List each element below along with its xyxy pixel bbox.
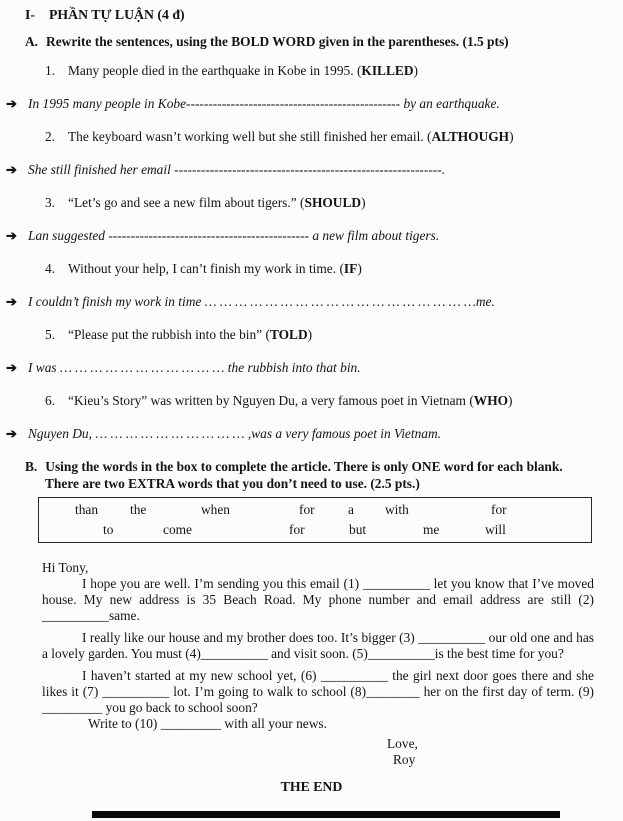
section-title	[25, 6, 623, 23]
question-5-text: “Please put the rubbish into the bin” (	[68, 327, 270, 342]
question-6-number: 6.	[45, 393, 56, 408]
question-6	[45, 392, 603, 409]
box-word: will	[485, 522, 506, 537]
question-3	[45, 194, 603, 211]
box-word: me	[423, 522, 440, 537]
section-number: I-	[25, 7, 35, 22]
letter-closing	[387, 736, 594, 768]
part-a-label: A.	[25, 34, 39, 49]
letter-paragraph-3: I haven’t started at my new school yet, (6) __________ the girl next door goes there and she likes it (7) __________ lot. I’m going to walk to school (8)________ her on the first day of term. (9) _________ you go back to school soon?	[42, 668, 594, 715]
question-2-number: 2.	[45, 129, 56, 144]
arrow-icon: ➔	[6, 96, 17, 111]
question-6-close: )	[508, 393, 513, 408]
box-word: for	[491, 502, 507, 517]
word-box	[38, 497, 592, 543]
question-4-text: Without your help, I can’t finish my work in time. (	[68, 261, 344, 276]
box-word: with	[385, 502, 409, 517]
question-2-text: The keyboard wasn’t working well but she still finished her email. (	[68, 129, 432, 144]
part-a-heading	[25, 33, 597, 50]
answer-5-text: I was … … … … … … … … … … … the rubbish into that bin.	[28, 360, 361, 375]
arrow-icon: ➔	[6, 162, 17, 177]
section-title-text: PHẦN TỰ LUẬN (4 đ)	[48, 7, 185, 22]
box-word: than	[75, 502, 99, 517]
arrow-icon: ➔	[6, 294, 17, 309]
letter-paragraph-2: I really like our house and my brother does too. It’s bigger (3) __________ our old one and has a lovely garden. You must (4)__________ and visit soon. (5)__________is the best time for you?	[42, 630, 594, 661]
box-word: for	[289, 522, 305, 537]
question-4-close: )	[357, 261, 362, 276]
box-word: to	[103, 522, 114, 537]
question-1-text: Many people died in the earthquake in Kobe in 1995. (	[68, 63, 362, 78]
question-3-keyword: SHOULD	[304, 195, 362, 210]
answer-4-text: I couldn’t finish my work in time … … … … … … … … … … … … … … … … … …me.	[28, 294, 495, 309]
box-word: the	[130, 502, 147, 517]
part-b-heading-text: Using the words in the box to complete the article. There is only ONE word for each blank. There are two EXTRA words that you don’t need to use. (2.5 pts.)	[45, 459, 563, 491]
question-4-keyword: IF	[343, 261, 358, 276]
letter-paragraph-1: I hope you are well. I’m sending you this email (1) __________ let you know that I’ve moved house. My new address is 35 Beach Road. My phone number and email address are still (2) __________same.	[42, 576, 594, 623]
answer-2-text: She still finished her email ------------------------------------------------------------.	[28, 162, 446, 177]
question-1	[45, 62, 603, 79]
question-5	[45, 326, 603, 343]
question-4	[45, 260, 603, 277]
answer-line-1	[6, 95, 613, 112]
arrow-icon: ➔	[6, 228, 17, 243]
closing-love: Love,	[387, 736, 418, 751]
the-end-label: THE END	[280, 779, 343, 794]
question-6-keyword: WHO	[473, 393, 509, 408]
question-3-text: “Let’s go and see a new film about tigers.” (	[68, 195, 305, 210]
question-2-close: )	[509, 129, 514, 144]
question-2	[45, 128, 603, 145]
answer-line-6	[6, 425, 613, 442]
scan-artifact-bar	[92, 811, 560, 818]
answer-line-4	[6, 293, 613, 310]
question-2-keyword: ALTHOUGH	[431, 129, 510, 144]
answer-6-text: Nguyen Du, … … … … … … … … … … ,was a very famous poet in Vietnam.	[28, 426, 441, 441]
question-1-close: )	[413, 63, 418, 78]
box-word: a	[348, 502, 354, 517]
question-6-text: “Kieu’s Story” was written by Nguyen Du, a very famous poet in Vietnam (	[68, 393, 474, 408]
question-3-close: )	[361, 195, 366, 210]
answer-line-5	[6, 359, 613, 376]
answer-3-text: Lan suggested --------------------------------------------- a new film about tigers.	[28, 228, 440, 243]
box-word: but	[349, 522, 367, 537]
box-word: for	[299, 502, 315, 517]
arrow-icon: ➔	[6, 426, 17, 441]
question-1-number: 1.	[45, 63, 56, 78]
letter-greeting: Hi Tony,	[42, 560, 89, 575]
part-b-heading	[25, 458, 597, 492]
question-5-number: 5.	[45, 327, 56, 342]
question-3-number: 3.	[45, 195, 56, 210]
answer-line-2	[6, 161, 613, 178]
signature: Roy	[393, 752, 416, 767]
answer-1-text: In 1995 many people in Kobe------------------------------------------------ by an earthquake.	[28, 96, 500, 111]
part-b-label: B.	[25, 459, 38, 474]
question-4-number: 4.	[45, 261, 56, 276]
arrow-icon: ➔	[6, 360, 17, 375]
box-word: come	[163, 522, 192, 537]
letter-paragraph-4: Write to (10) _________ with all your news.	[88, 716, 327, 731]
answer-line-3	[6, 227, 613, 244]
question-5-keyword: TOLD	[269, 327, 308, 342]
part-a-heading-text: Rewrite the sentences, using the BOLD WORD given in the parentheses. (1.5 pts)	[46, 34, 509, 49]
question-1-keyword: KILLED	[361, 63, 414, 78]
letter	[42, 560, 594, 768]
question-5-close: )	[307, 327, 313, 342]
box-word: when	[201, 502, 231, 517]
